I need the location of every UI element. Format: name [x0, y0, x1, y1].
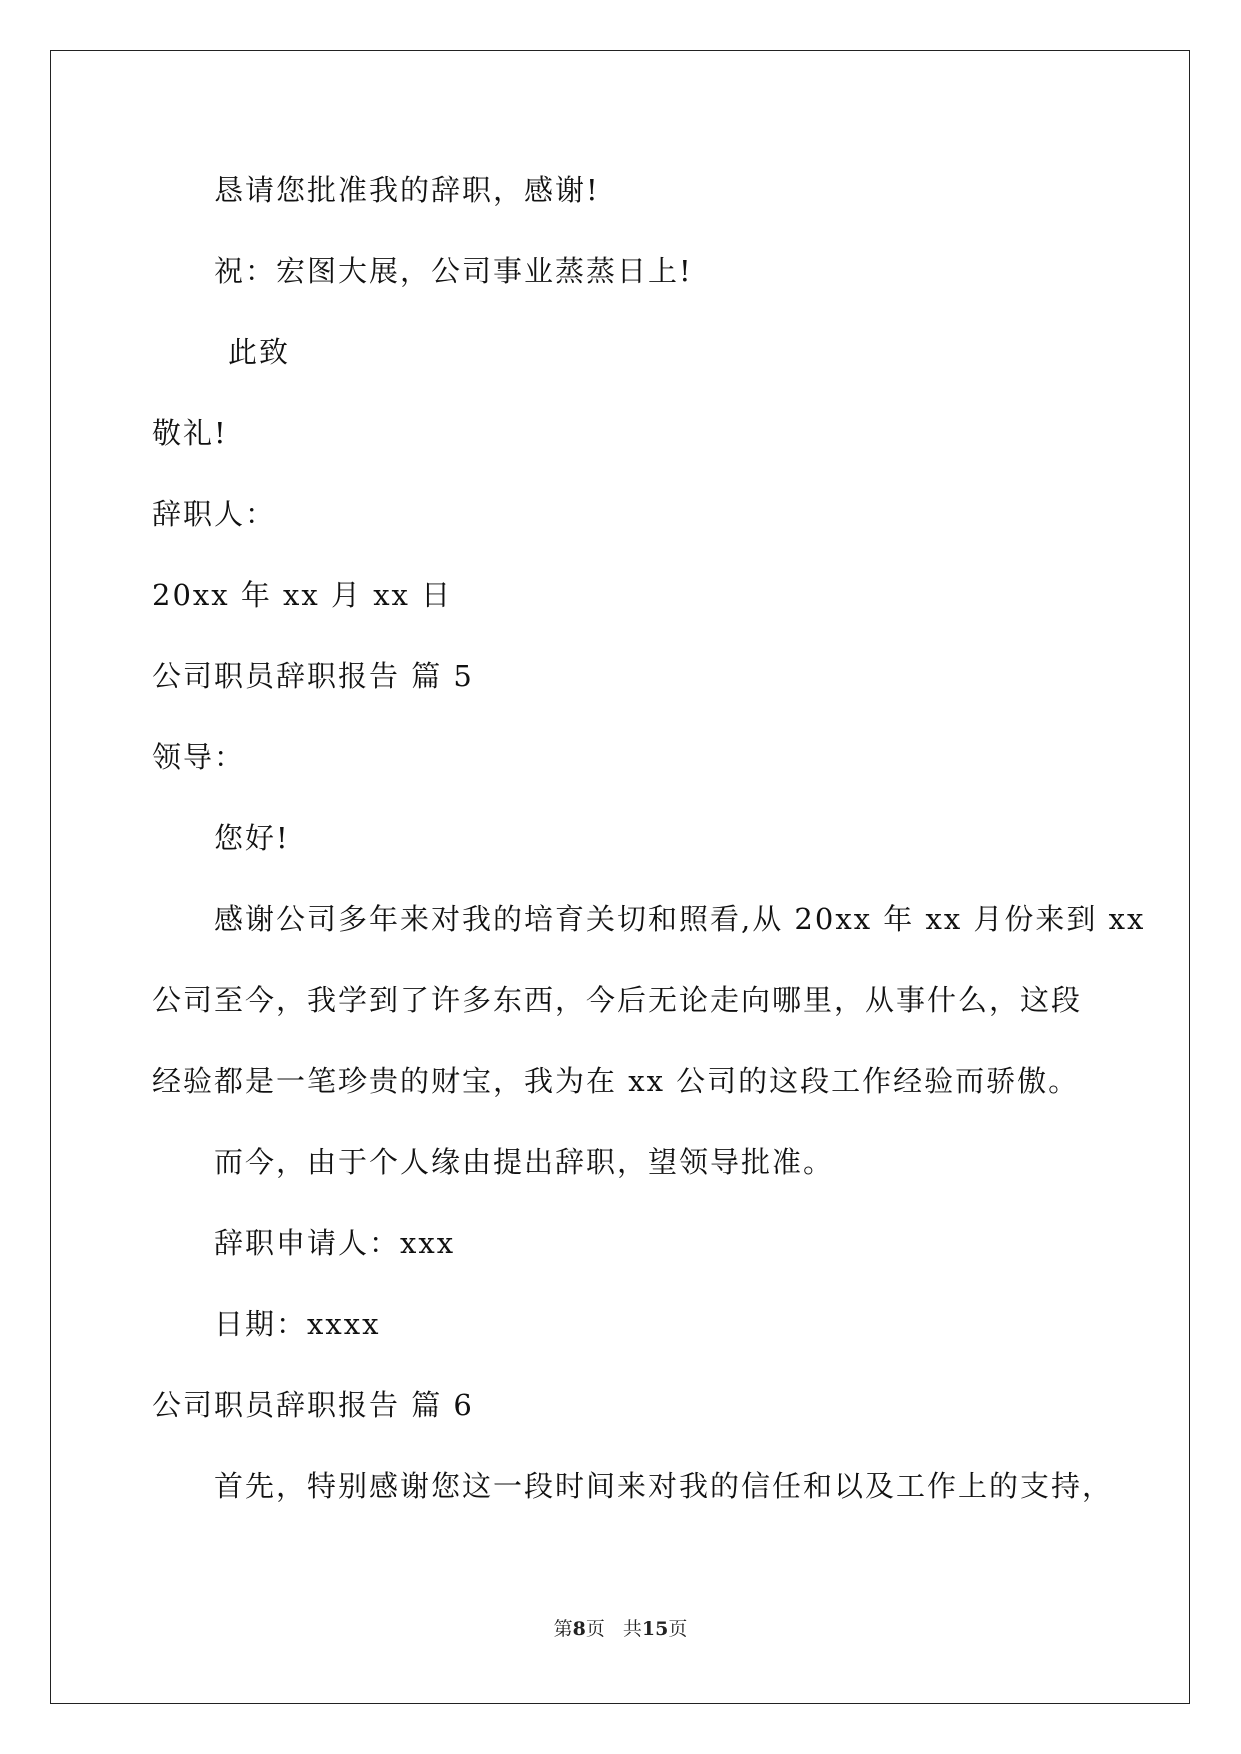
text-line: 恳请您批准我的辞职，感谢!	[214, 173, 600, 207]
footer-total-suffix: 页	[668, 1618, 688, 1640]
text-line: 而今，由于个人缘由提出辞职，望领导批准。	[214, 1145, 835, 1179]
text-line: 日期：xxxx	[214, 1307, 381, 1341]
text-line: 经验都是一笔珍贵的财宝，我为在 xx 公司的这段工作经验而骄傲。	[152, 1064, 1080, 1098]
text-line: 敬礼!	[152, 416, 228, 450]
text-line: 辞职申请人：xxx	[214, 1226, 456, 1260]
text-line: 辞职人：	[152, 497, 277, 531]
text-line: 您好!	[214, 821, 290, 855]
page-frame	[50, 50, 1190, 1704]
current-page-number: 8	[572, 1618, 586, 1640]
footer-prefix: 第	[553, 1618, 573, 1640]
section-heading: 公司职员辞职报告 篇 6	[152, 1388, 474, 1422]
text-line: 领导：	[152, 740, 246, 774]
text-line: 20xx 年 xx 月 xx 日	[152, 578, 453, 612]
text-line: 此致	[228, 335, 291, 369]
total-pages-number: 15	[641, 1618, 669, 1640]
section-heading: 公司职员辞职报告 篇 5	[152, 659, 474, 693]
text-line: 感谢公司多年来对我的培育关切和照看,从 20xx 年 xx 月份来到 xx	[214, 902, 1146, 936]
text-line: 公司至今，我学到了许多东西，今后无论走向哪里，从事什么，这段	[152, 983, 1083, 1017]
page-footer	[0, 1617, 1241, 1641]
text-line: 祝：宏图大展，公司事业蒸蒸日上!	[214, 254, 693, 288]
footer-page-word: 页	[585, 1618, 605, 1640]
footer-total-prefix: 共	[622, 1618, 642, 1640]
text-line: 首先，特别感谢您这一段时间来对我的信任和以及工作上的支持，	[214, 1469, 1114, 1503]
